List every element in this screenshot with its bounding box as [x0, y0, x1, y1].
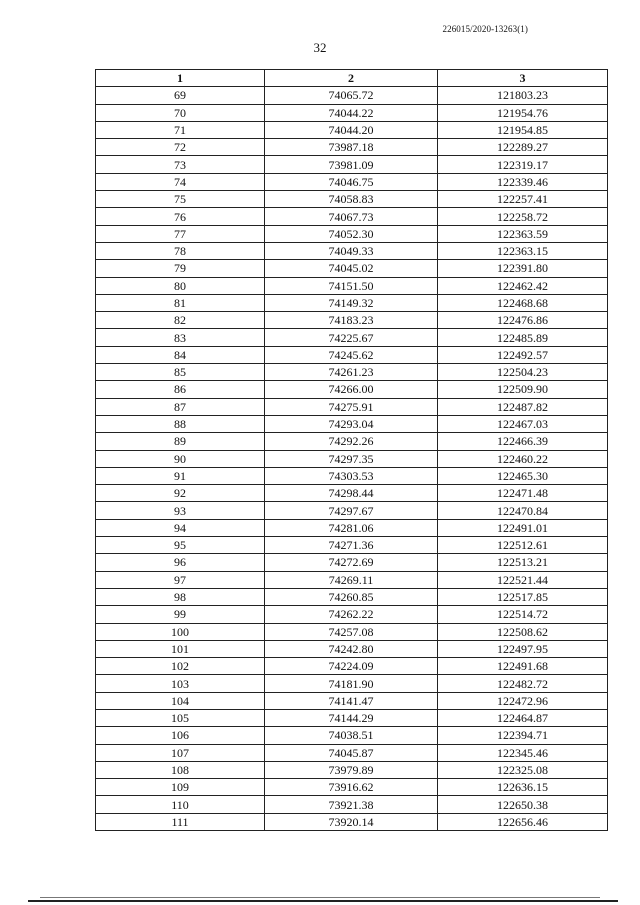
- table-row: [96, 294, 608, 311]
- point-number-cell: 95: [96, 537, 265, 554]
- point-number-cell: 106: [96, 727, 265, 744]
- x-coordinate-cell: 74303.53: [265, 467, 438, 484]
- y-coordinate-cell: 122319.17: [438, 156, 608, 173]
- table-row: [96, 606, 608, 623]
- x-coordinate-cell: 74151.50: [265, 277, 438, 294]
- table-row: [96, 87, 608, 104]
- y-coordinate-cell: 122491.01: [438, 519, 608, 536]
- x-coordinate-cell: 74271.36: [265, 537, 438, 554]
- x-coordinate-cell: 74298.44: [265, 485, 438, 502]
- y-coordinate-cell: 122258.72: [438, 208, 608, 225]
- y-coordinate-cell: 122394.71: [438, 727, 608, 744]
- table-row: [96, 709, 608, 726]
- point-number-cell: 110: [96, 796, 265, 813]
- y-coordinate-cell: 122513.21: [438, 554, 608, 571]
- table-body: [96, 87, 608, 831]
- y-coordinate-cell: 122492.57: [438, 346, 608, 363]
- point-number-cell: 94: [96, 519, 265, 536]
- table-row: [96, 675, 608, 692]
- table-row: [96, 381, 608, 398]
- point-number-cell: 92: [96, 485, 265, 502]
- table-row: [96, 225, 608, 242]
- point-number-cell: 91: [96, 467, 265, 484]
- x-coordinate-cell: 74183.23: [265, 312, 438, 329]
- y-coordinate-cell: 122391.80: [438, 260, 608, 277]
- point-number-cell: 111: [96, 813, 265, 830]
- page-number: 32: [313, 40, 327, 55]
- table-row: [96, 554, 608, 571]
- x-coordinate-cell: 74044.22: [265, 104, 438, 121]
- point-number-cell: 72: [96, 139, 265, 156]
- point-number-cell: 75: [96, 191, 265, 208]
- point-number-cell: 108: [96, 761, 265, 778]
- table-row: [96, 744, 608, 761]
- x-coordinate-cell: 74049.33: [265, 242, 438, 259]
- table-row: [96, 761, 608, 778]
- y-coordinate-cell: 121954.76: [438, 104, 608, 121]
- table-row: [96, 796, 608, 813]
- bottom-border-line: [28, 900, 618, 902]
- y-coordinate-cell: 122476.86: [438, 312, 608, 329]
- table-row: [96, 779, 608, 796]
- y-coordinate-cell: 122325.08: [438, 761, 608, 778]
- point-number-cell: 74: [96, 173, 265, 190]
- table-row: [96, 519, 608, 536]
- column-header-point: 1: [96, 70, 265, 87]
- x-coordinate-cell: 74044.20: [265, 121, 438, 138]
- x-coordinate-cell: 74262.22: [265, 606, 438, 623]
- table-row: [96, 485, 608, 502]
- table-row: [96, 398, 608, 415]
- x-coordinate-cell: 74225.67: [265, 329, 438, 346]
- table-row: [96, 173, 608, 190]
- y-coordinate-cell: 122521.44: [438, 571, 608, 588]
- point-number-cell: 76: [96, 208, 265, 225]
- y-coordinate-cell: 122464.87: [438, 709, 608, 726]
- point-number-cell: 93: [96, 502, 265, 519]
- y-coordinate-cell: 122509.90: [438, 381, 608, 398]
- x-coordinate-cell: 74038.51: [265, 727, 438, 744]
- table-row: [96, 312, 608, 329]
- x-coordinate-cell: 74045.02: [265, 260, 438, 277]
- table-row: [96, 433, 608, 450]
- x-coordinate-cell: 74281.06: [265, 519, 438, 536]
- x-coordinate-cell: 74045.87: [265, 744, 438, 761]
- table-row: [96, 502, 608, 519]
- y-coordinate-cell: 122514.72: [438, 606, 608, 623]
- table-row: [96, 450, 608, 467]
- x-coordinate-cell: 73921.38: [265, 796, 438, 813]
- x-coordinate-cell: 74242.80: [265, 640, 438, 657]
- y-coordinate-cell: 122363.59: [438, 225, 608, 242]
- point-number-cell: 100: [96, 623, 265, 640]
- x-coordinate-cell: 74260.85: [265, 588, 438, 605]
- point-number-cell: 88: [96, 415, 265, 432]
- y-coordinate-cell: 121803.23: [438, 87, 608, 104]
- point-number-cell: 79: [96, 260, 265, 277]
- table-row: [96, 415, 608, 432]
- table-row: [96, 658, 608, 675]
- x-coordinate-cell: 73920.14: [265, 813, 438, 830]
- column-header-x: 2: [265, 70, 438, 87]
- x-coordinate-cell: 74181.90: [265, 675, 438, 692]
- table-row: [96, 242, 608, 259]
- column-header-y: 3: [438, 70, 608, 87]
- x-coordinate-cell: 74058.83: [265, 191, 438, 208]
- y-coordinate-cell: 122468.68: [438, 294, 608, 311]
- point-number-cell: 99: [96, 606, 265, 623]
- y-coordinate-cell: 122462.42: [438, 277, 608, 294]
- x-coordinate-cell: 74293.04: [265, 415, 438, 432]
- table-row: [96, 640, 608, 657]
- point-number-cell: 85: [96, 364, 265, 381]
- x-coordinate-cell: 74065.72: [265, 87, 438, 104]
- table-row: [96, 467, 608, 484]
- table-row: [96, 692, 608, 709]
- point-number-cell: 109: [96, 779, 265, 796]
- y-coordinate-cell: 122339.46: [438, 173, 608, 190]
- x-coordinate-cell: 74245.62: [265, 346, 438, 363]
- coordinates-table: [95, 69, 608, 831]
- point-number-cell: 84: [96, 346, 265, 363]
- point-number-cell: 82: [96, 312, 265, 329]
- x-coordinate-cell: 73987.18: [265, 139, 438, 156]
- point-number-cell: 96: [96, 554, 265, 571]
- x-coordinate-cell: 74297.35: [265, 450, 438, 467]
- x-coordinate-cell: 74261.23: [265, 364, 438, 381]
- table-row: [96, 104, 608, 121]
- point-number-cell: 78: [96, 242, 265, 259]
- y-coordinate-cell: 122512.61: [438, 537, 608, 554]
- bottom-scan-line: [40, 897, 600, 898]
- y-coordinate-cell: 122504.23: [438, 364, 608, 381]
- table-row: [96, 727, 608, 744]
- table-row: [96, 537, 608, 554]
- table-row: [96, 277, 608, 294]
- y-coordinate-cell: 122466.39: [438, 433, 608, 450]
- x-coordinate-cell: 73916.62: [265, 779, 438, 796]
- y-coordinate-cell: 122257.41: [438, 191, 608, 208]
- x-coordinate-cell: 74144.29: [265, 709, 438, 726]
- point-number-cell: 105: [96, 709, 265, 726]
- point-number-cell: 103: [96, 675, 265, 692]
- table-row: [96, 329, 608, 346]
- y-coordinate-cell: 122487.82: [438, 398, 608, 415]
- table-row: [96, 571, 608, 588]
- x-coordinate-cell: 74266.00: [265, 381, 438, 398]
- point-number-cell: 73: [96, 156, 265, 173]
- x-coordinate-cell: 74052.30: [265, 225, 438, 242]
- point-number-cell: 102: [96, 658, 265, 675]
- point-number-cell: 77: [96, 225, 265, 242]
- x-coordinate-cell: 74257.08: [265, 623, 438, 640]
- y-coordinate-cell: 122289.27: [438, 139, 608, 156]
- y-coordinate-cell: 122508.62: [438, 623, 608, 640]
- point-number-cell: 101: [96, 640, 265, 657]
- table-row: [96, 121, 608, 138]
- table-row: [96, 156, 608, 173]
- table-row: [96, 588, 608, 605]
- x-coordinate-cell: 73981.09: [265, 156, 438, 173]
- point-number-cell: 83: [96, 329, 265, 346]
- y-coordinate-cell: 122460.22: [438, 450, 608, 467]
- y-coordinate-cell: 122465.30: [438, 467, 608, 484]
- point-number-cell: 71: [96, 121, 265, 138]
- x-coordinate-cell: 74275.91: [265, 398, 438, 415]
- y-coordinate-cell: 122497.95: [438, 640, 608, 657]
- y-coordinate-cell: 122485.89: [438, 329, 608, 346]
- y-coordinate-cell: 122363.15: [438, 242, 608, 259]
- y-coordinate-cell: 122471.48: [438, 485, 608, 502]
- document-id: 226015/2020-13263(1): [442, 24, 528, 34]
- x-coordinate-cell: 74292.26: [265, 433, 438, 450]
- x-coordinate-cell: 74149.32: [265, 294, 438, 311]
- table-header-row: [96, 70, 608, 87]
- table-row: [96, 191, 608, 208]
- y-coordinate-cell: 122491.68: [438, 658, 608, 675]
- y-coordinate-cell: 122470.84: [438, 502, 608, 519]
- point-number-cell: 70: [96, 104, 265, 121]
- table-row: [96, 364, 608, 381]
- y-coordinate-cell: 122650.38: [438, 796, 608, 813]
- point-number-cell: 86: [96, 381, 265, 398]
- point-number-cell: 107: [96, 744, 265, 761]
- point-number-cell: 69: [96, 87, 265, 104]
- x-coordinate-cell: 74067.73: [265, 208, 438, 225]
- table-row: [96, 623, 608, 640]
- x-coordinate-cell: 74269.11: [265, 571, 438, 588]
- y-coordinate-cell: 122472.96: [438, 692, 608, 709]
- x-coordinate-cell: 74224.09: [265, 658, 438, 675]
- y-coordinate-cell: 121954.85: [438, 121, 608, 138]
- y-coordinate-cell: 122482.72: [438, 675, 608, 692]
- y-coordinate-cell: 122467.03: [438, 415, 608, 432]
- x-coordinate-cell: 74272.69: [265, 554, 438, 571]
- point-number-cell: 97: [96, 571, 265, 588]
- table-row: [96, 260, 608, 277]
- x-coordinate-cell: 73979.89: [265, 761, 438, 778]
- table-row: [96, 346, 608, 363]
- x-coordinate-cell: 74046.75: [265, 173, 438, 190]
- table-row: [96, 208, 608, 225]
- point-number-cell: 104: [96, 692, 265, 709]
- y-coordinate-cell: 122345.46: [438, 744, 608, 761]
- table-row: [96, 813, 608, 830]
- y-coordinate-cell: 122517.85: [438, 588, 608, 605]
- y-coordinate-cell: 122656.46: [438, 813, 608, 830]
- point-number-cell: 87: [96, 398, 265, 415]
- x-coordinate-cell: 74141.47: [265, 692, 438, 709]
- x-coordinate-cell: 74297.67: [265, 502, 438, 519]
- point-number-cell: 98: [96, 588, 265, 605]
- table-row: [96, 139, 608, 156]
- y-coordinate-cell: 122636.15: [438, 779, 608, 796]
- point-number-cell: 80: [96, 277, 265, 294]
- point-number-cell: 89: [96, 433, 265, 450]
- point-number-cell: 90: [96, 450, 265, 467]
- point-number-cell: 81: [96, 294, 265, 311]
